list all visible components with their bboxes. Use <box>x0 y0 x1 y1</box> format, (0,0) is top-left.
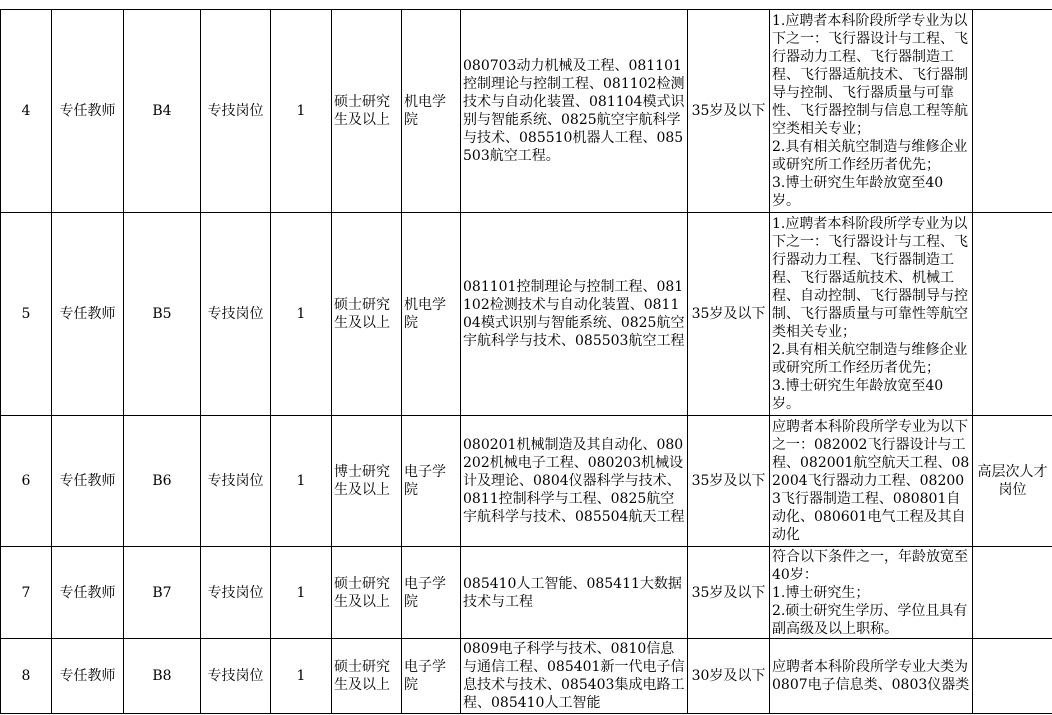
hiring-count: 1 <box>271 10 332 213</box>
department: 电子学院 <box>402 547 461 639</box>
row-number: 8 <box>1 639 52 714</box>
requirement-line: 应聘者本科阶段所学专业为以下之一：082002飞行器设计与工程、082001航空航天工程、082004飞行器动力工程、082003飞行器制造工程、080801自动化、080601电气工程及其自动化 <box>772 419 970 543</box>
table-row <box>1 547 1052 639</box>
table-row <box>1 639 1052 714</box>
position-category: 专技岗位 <box>201 10 271 213</box>
position-title: 专任教师 <box>52 639 124 714</box>
row-number: 6 <box>1 416 52 547</box>
table-row <box>1 213 1052 416</box>
requirement-line: 1.应聘者本科阶段所学专业为以下之一：飞行器设计与工程、飞行器动力工程、飞行器制造工程、飞行器适航技术、机械工程、自动控制、飞行器制导与控制、飞行器质量与可靠性等航空类相关专业； <box>772 216 968 340</box>
hiring-count: 1 <box>271 547 332 639</box>
row-number: 5 <box>1 213 52 416</box>
age-requirement: 30岁及以下 <box>688 639 770 714</box>
requirement-line: 2.具有相关航空制造与维修企业或研究所工作经历者优先； <box>772 342 968 376</box>
position-category: 专技岗位 <box>201 416 271 547</box>
other-requirements <box>770 547 973 639</box>
education-requirement: 硕士研究生及以上 <box>332 639 402 714</box>
major-requirement: 085410人工智能、085411大数据技术与工程 <box>461 547 688 639</box>
position-code: B8 <box>124 639 201 714</box>
row-number: 7 <box>1 547 52 639</box>
position-code: B4 <box>124 10 201 213</box>
remarks <box>973 639 1052 714</box>
age-requirement: 35岁及以下 <box>688 10 770 213</box>
position-code: B5 <box>124 213 201 416</box>
other-requirements <box>770 639 973 714</box>
requirement-line: 1.博士研究生； <box>772 584 870 601</box>
major-requirement: 0809电子科学与技术、0810信息与通信工程、085401新一代电子信息技术与技术、085403集成电路工程、085410人工智能 <box>461 639 688 714</box>
education-requirement: 硕士研究生及以上 <box>332 547 402 639</box>
remarks <box>973 213 1052 416</box>
remarks: 高层次人才岗位 <box>973 416 1052 547</box>
education-requirement: 硕士研究生及以上 <box>332 213 402 416</box>
requirement-line: 1.应聘者本科阶段所学专业为以下之一：飞行器设计与工程、飞行器动力工程、飞行器制造工程、飞行器适航技术、飞行器制导与控制、飞行器质量与可靠性、飞行器控制与信息工程等航空类相关专业； <box>772 13 968 137</box>
position-category: 专技岗位 <box>201 639 271 714</box>
other-requirements <box>770 416 973 547</box>
other-requirements <box>770 10 973 213</box>
position-title: 专任教师 <box>52 547 124 639</box>
row-number: 4 <box>1 10 52 213</box>
department: 机电学院 <box>402 213 461 416</box>
department: 电子学院 <box>402 416 461 547</box>
position-title: 专任教师 <box>52 213 124 416</box>
table-row <box>1 416 1052 547</box>
other-requirements <box>770 213 973 416</box>
education-requirement: 硕士研究生及以上 <box>332 10 402 213</box>
requirement-line: 应聘者本科阶段所学专业大类为0807电子信息类、0803仪器类 <box>772 659 970 693</box>
hiring-count: 1 <box>271 416 332 547</box>
requirement-line: 符合以下条件之一，年龄放宽至40岁： <box>772 548 968 583</box>
hiring-count: 1 <box>271 213 332 416</box>
major-requirement: 080703动力机械及工程、081101控制理论与控制工程、081102检测技术与自动化装置、081104模式识别与智能系统、0825航空宇航科学与技术、085510机器人工程、085503航空工程。 <box>461 10 688 213</box>
age-requirement: 35岁及以下 <box>688 213 770 416</box>
position-category: 专技岗位 <box>201 213 271 416</box>
education-requirement: 博士研究生及以上 <box>332 416 402 547</box>
requirement-line: 2.具有相关航空制造与维修企业或研究所工作经历者优先； <box>772 139 968 173</box>
position-code: B6 <box>124 416 201 547</box>
position-title: 专任教师 <box>52 416 124 547</box>
department: 机电学院 <box>402 10 461 213</box>
age-requirement: 35岁及以下 <box>688 547 770 639</box>
position-code: B7 <box>124 547 201 639</box>
remarks <box>973 547 1052 639</box>
requirement-line: 3.博士研究生年龄放宽至40岁。 <box>772 378 944 412</box>
department: 电子学院 <box>402 639 461 714</box>
position-category: 专技岗位 <box>201 547 271 639</box>
table-row <box>1 10 1052 213</box>
recruitment-table <box>0 9 1052 714</box>
position-title: 专任教师 <box>52 10 124 213</box>
major-requirement: 080201机械制造及其自动化、080202机械电子工程、080203机械设计及理论、0804仪器科学与技术、0811控制科学与工程、0825航空宇航科学与技术、085504航天工程 <box>461 416 688 547</box>
requirement-line: 2.硕士研究生学历、学位且具有副高级及以上职称。 <box>772 602 968 637</box>
age-requirement: 35岁及以下 <box>688 416 770 547</box>
requirement-line: 3.博士研究生年龄放宽至40岁。 <box>772 175 944 209</box>
remarks <box>973 10 1052 213</box>
hiring-count: 1 <box>271 639 332 714</box>
major-requirement: 081101控制理论与控制工程、081102检测技术与自动化装置、081104模式识别与智能系统、0825航空宇航科学与技术、085503航空工程 <box>461 213 688 416</box>
